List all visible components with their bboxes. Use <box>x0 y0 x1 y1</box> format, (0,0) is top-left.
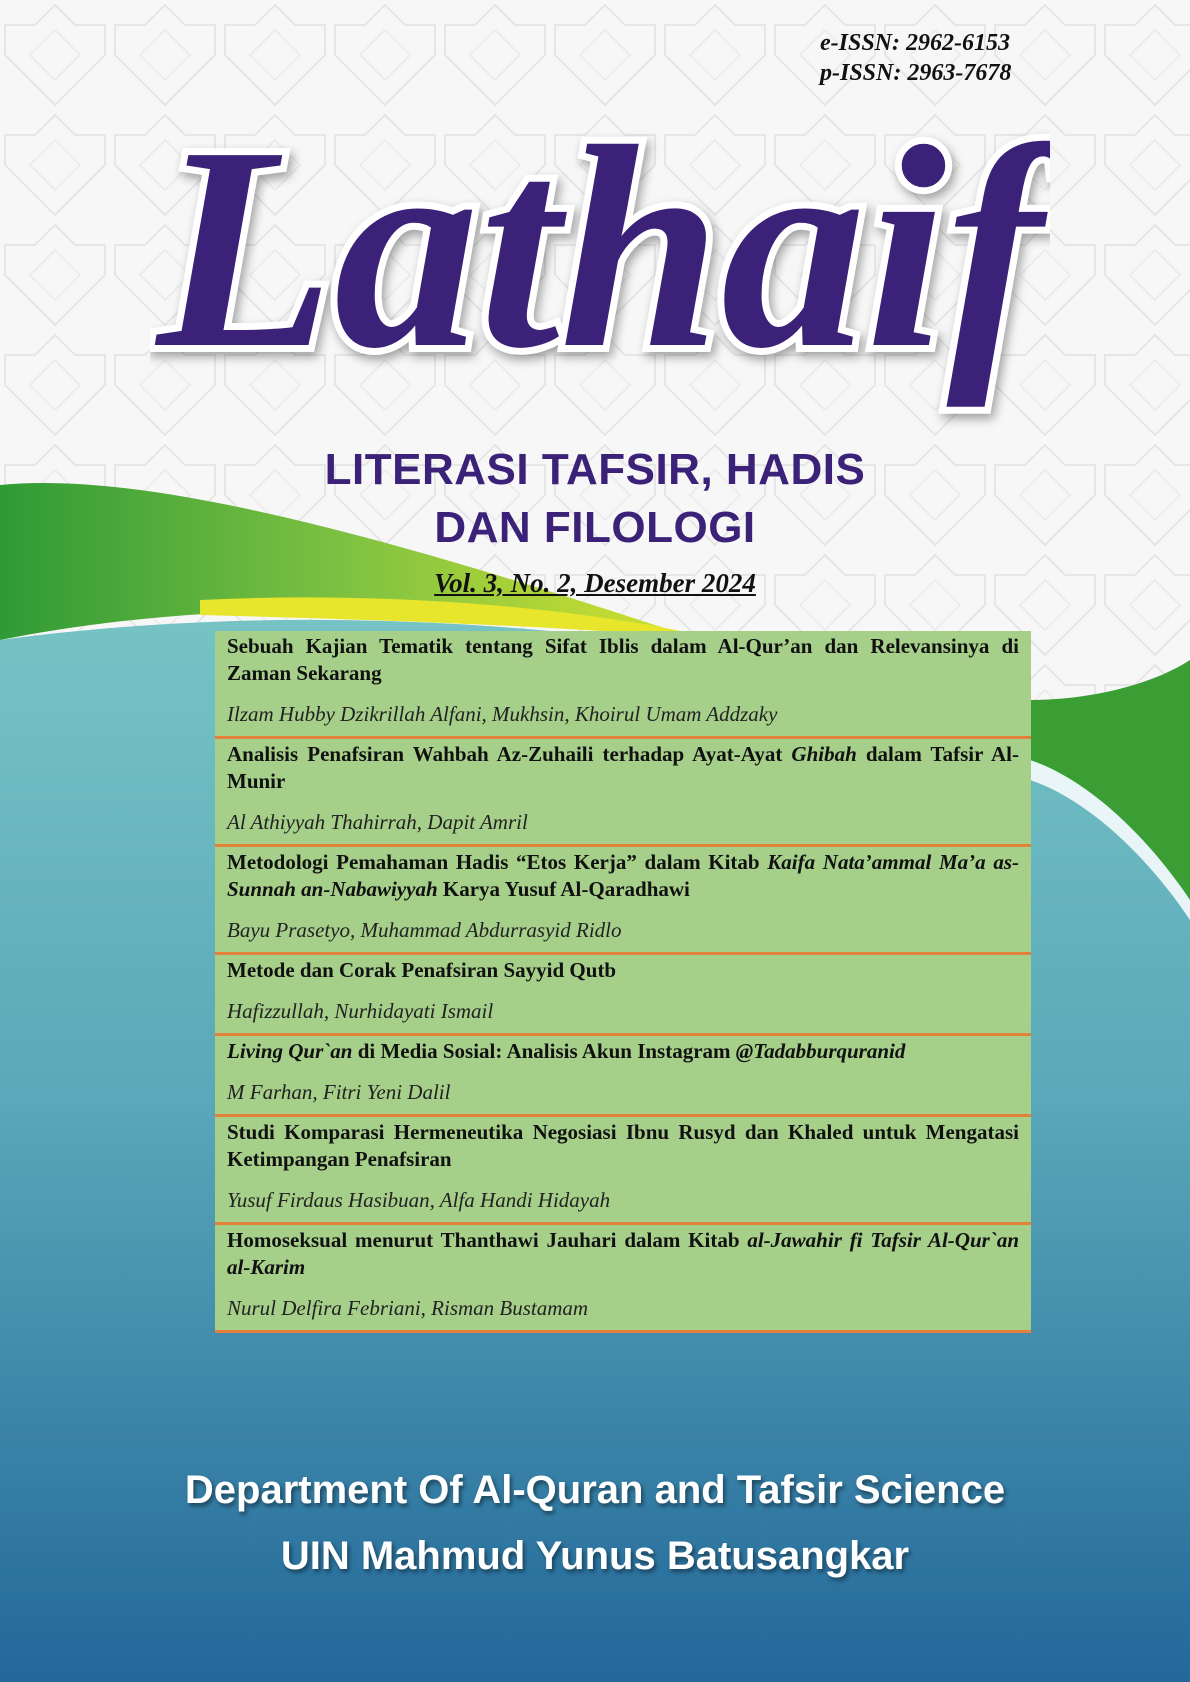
article-title: Sebuah Kajian Tematik tentang Sifat Iblis dalam Al-Qur’an dan Relevansinya di Zaman Sekarang <box>227 634 1019 685</box>
journal-logo-text: Lathaif <box>156 95 1044 408</box>
article-authors: Yusuf Firdaus Hasibuan, Alfa Handi Hidayah <box>227 1188 611 1212</box>
department-name: Department Of Al-Quran and Tafsir Science <box>184 1468 1006 1512</box>
article-title: Living Qur`an di Media Sosial: Analisis Akun Instagram @Tadabburquranid <box>227 1039 906 1063</box>
article-title: Studi Komparasi Hermeneutika Negosiasi Ibnu Rusyd dan Khaled untuk Mengatasi Ketimpangan Penafsiran <box>227 1120 1019 1171</box>
article-item[interactable] <box>215 1225 1031 1333</box>
article-item[interactable] <box>215 955 1031 1036</box>
article-item[interactable] <box>215 739 1031 847</box>
table-of-contents <box>215 631 1031 1333</box>
article-item[interactable] <box>215 1117 1031 1225</box>
subtitle-line-1: LITERASI TAFSIR, HADIS <box>324 445 866 494</box>
article-title: Metode dan Corak Penafsiran Sayyid Qutb <box>227 958 617 982</box>
article-authors: Ilzam Hubby Dzikrillah Alfani, Mukhsin, Khoirul Umam Addzaky <box>227 702 778 726</box>
article-title: Homoseksual menurut Thanthawi Jauhari dalam Kitab al-Jawahir fi Tafsir Al-Qur`an al-Karim <box>227 1228 1019 1279</box>
subtitle-line-2: DAN FILOLOGI <box>434 503 756 552</box>
eissn-text: e-ISSN: 2962-6153 <box>820 30 1010 56</box>
journal-logo <box>150 95 1050 455</box>
article-item[interactable] <box>215 631 1031 739</box>
article-authors: Al Athiyyah Thahirrah, Dapit Amril <box>227 810 528 834</box>
article-authors: Bayu Prasetyo, Muhammad Abdurrasyid Ridlo <box>227 918 622 942</box>
article-title: Metodologi Pemahaman Hadis “Etos Kerja” dalam Kitab Kaifa Nata’ammal Ma’a as-Sunnah an-Nabawiyyah Karya Yusuf Al-Qaradhawi <box>227 850 1019 901</box>
volume-issue: Vol. 3, No. 2, Desember 2024 <box>434 568 756 598</box>
article-item[interactable] <box>215 847 1031 955</box>
article-item[interactable] <box>215 1036 1031 1117</box>
article-title: Analisis Penafsiran Wahbah Az-Zuhaili terhadap Ayat-Ayat Ghibah dalam Tafsir Al-Munir <box>227 742 1019 793</box>
university-name: UIN Mahmud Yunus Batusangkar <box>280 1534 910 1578</box>
article-authors: Nurul Delfira Febriani, Risman Bustamam <box>227 1296 589 1320</box>
pissn-text: p-ISSN: 2963-7678 <box>820 60 1012 86</box>
article-authors: M Farhan, Fitri Yeni Dalil <box>227 1080 451 1104</box>
issn-block <box>820 28 1120 88</box>
article-authors: Hafizzullah, Nurhidayati Ismail <box>227 999 494 1023</box>
